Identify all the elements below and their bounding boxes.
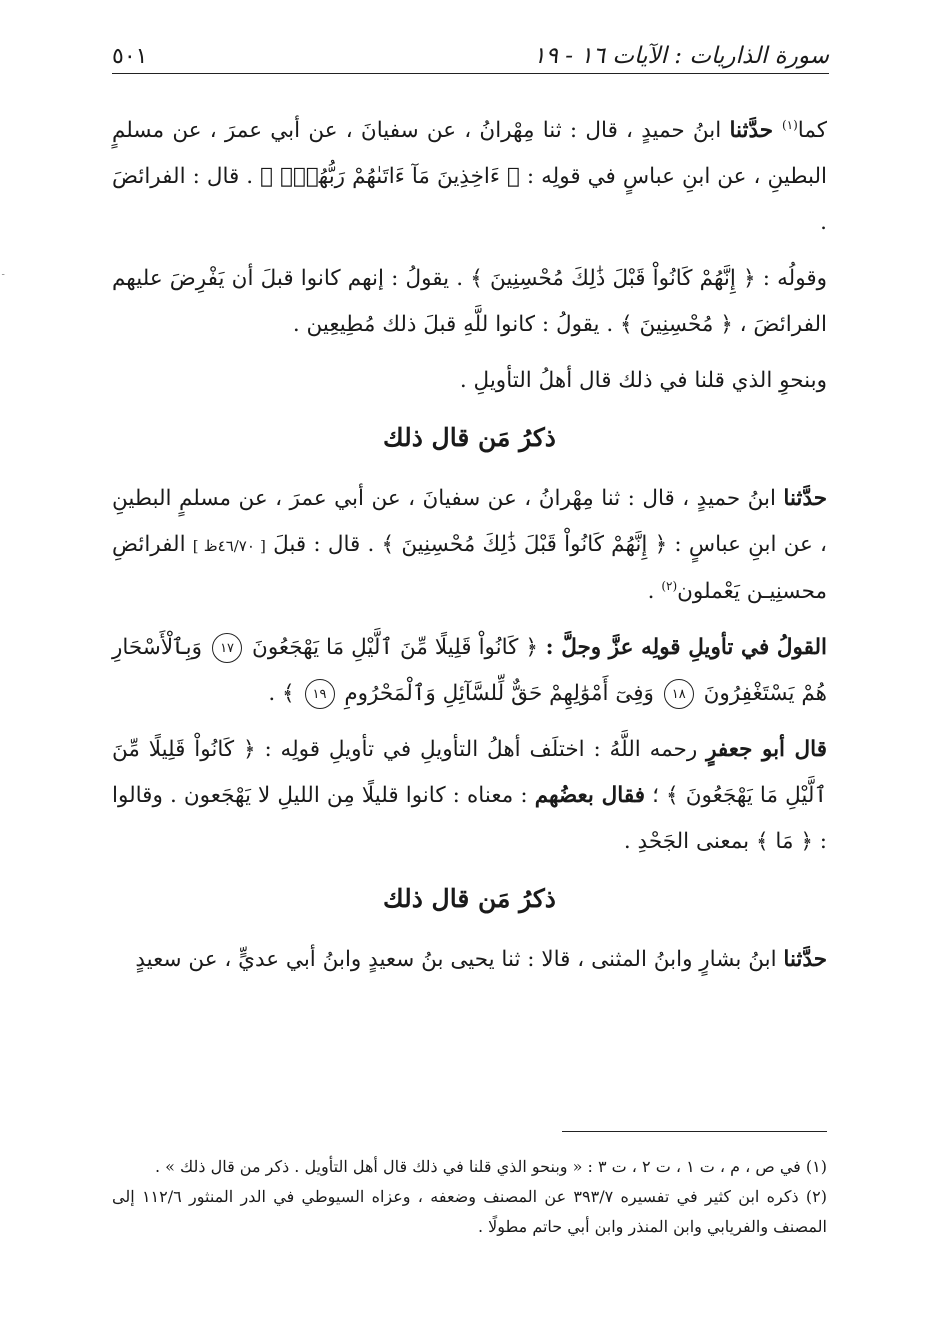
- text-run: . يقولُ : كانوا للَّهِ قبلَ ذلك مُطِيعِين .: [292, 312, 621, 337]
- section-continuation: [112, 937, 827, 983]
- text-run: وبنحوِ الذي قلنا في ذلك قال أهلُ التأويلِ .: [459, 368, 827, 393]
- quran-quote: ﴿ كَانُواْ قَلِيلًا مِّنَ ٱلَّيْلِ مَا يَهْجَعُونَ: [245, 635, 538, 660]
- quran-quote: ﴿ ءَاخِذِينَ مَآ ءَاتَىٰهُمْ رَبُّهُمْۚ ﴾: [260, 164, 520, 189]
- text-run: ؛: [645, 783, 667, 808]
- section-narrations: [112, 476, 827, 865]
- quran-quote: وَفِىٓ أَمْوَٰلِهِمْ حَقٌّ لِّلسَّآئِلِ وَٱلْمَحْرُومِ: [337, 681, 661, 706]
- text-run: . قال : قبلَ: [265, 532, 382, 557]
- text-run: ابنُ حميدٍ ، قال : ثنا مِهْرانُ ، عن سفيانَ ، عن أبي عمرَ ، عن مسلمٍ البطينِ ، عن ابنِ عباسٍ :: [112, 486, 827, 557]
- page-header: [112, 28, 829, 74]
- quran-quote: ﴿ كَانُواْ قَلِيلًا مِّنَ ٱلَّيْلِ مَا يَهْجَعُونَ ﴾: [112, 737, 827, 808]
- bold-phrase: حدَّثنا: [783, 947, 827, 972]
- section-heading: ذكرُ مَن قال ذلك: [383, 884, 556, 913]
- paragraph: [112, 108, 827, 246]
- quran-quote: ﴿ مَا ﴾: [755, 829, 813, 854]
- paragraph: [112, 625, 827, 717]
- verse-number: ١٩: [305, 679, 335, 709]
- bold-phrase: قال أبو جعفرٍ: [706, 737, 827, 762]
- paragraph: [112, 358, 827, 404]
- quran-quote: وَبِٱلْأَسْحَارِ هُمْ يَسْتَغْفِرُونَ: [112, 635, 827, 706]
- text-run: ابنُ حميدٍ ، قال : ثنا مِهْرانُ ، عن سفيانَ ، عن أبي عمرَ ، عن مسلمٍ البطينِ ، عن ابنِ عباسٍ في قولِه :: [112, 118, 827, 189]
- footnote-ref: (٢): [661, 578, 678, 593]
- paragraph: [112, 256, 827, 348]
- footnotes: [112, 1152, 827, 1242]
- bold-phrase: فقال بعضُهم: [534, 783, 645, 808]
- manuscript-marker: [ ٤٦/٧٠ظ ]: [192, 537, 266, 555]
- text-run: : معناه : كانوا قليلًا مِن الليلِ لا يَهْجَعون . وقالوا :: [112, 783, 827, 854]
- quran-quote: ﴾ .: [268, 681, 302, 706]
- verse-number: ١٨: [664, 679, 694, 709]
- section-intro: [112, 108, 827, 404]
- bold-phrase: حدَّثنا: [729, 118, 782, 143]
- verse-number: ١٧: [212, 633, 242, 663]
- text-run: وقولُه :: [755, 266, 828, 291]
- paragraph: [112, 476, 827, 615]
- footnote-divider: [562, 1131, 827, 1132]
- quran-quote: ﴿ مُحْسِنِينَ ﴾: [620, 312, 733, 337]
- text-run: بمعنى الجَحْدِ .: [623, 829, 756, 854]
- bold-phrase: القولُ في تأويلِ قولِه عزَّ وجلَّ :: [538, 635, 827, 660]
- footnote: (١) في ص ، م ، ت ١ ، ت ٢ ، ت ٣ : « وبنحو الذي قلنا في ذلك قال أهل التأويل . ذكر من قال ذلك » .: [154, 1157, 827, 1176]
- text-run: . يقولُ : إنهم كانوا قبلَ أن يَفْرِضَ عليهم الفرائضَ ،: [112, 266, 827, 337]
- margin-mark: ـ: [2, 268, 5, 277]
- text-run: رحمه اللَّهُ : اختلَف أهلُ التأويلِ في تأويلِ قولِه :: [255, 737, 707, 762]
- text-run: .: [647, 579, 662, 604]
- quran-quote: ﴿ إِنَّهُمْ كَانُواْ قَبْلَ ذَٰلِكَ مُحْسِنِينَ ﴾: [470, 266, 756, 291]
- quran-quote: ﴿ إِنَّهُمْ كَانُواْ قَبْلَ ذَٰلِكَ مُحْسِنِينَ ﴾: [381, 532, 668, 557]
- text-run: . قال : الفرائضَ .: [112, 164, 827, 235]
- surah-title: سورة الذاريات : الآيات ١٦ - ١٩: [533, 43, 829, 69]
- footnote: (٢) ذكره ابن كثير في تفسيره ٣٩٣/٧ عن المصنف وضعفه ، وعزاه السيوطي في الدر المنثور ١١٢/٦ إلى المصنف والفريابي وابن المنذر وابن أبي حاتم مطولًا .: [112, 1187, 828, 1236]
- section-heading: ذكرُ مَن قال ذلك: [383, 423, 556, 452]
- text-run: ابنُ بشارٍ وابنُ المثنى ، قالا : ثنا يحيى بنُ سعيدٍ وابنُ أبي عديٍّ ، عن سعيدٍ: [135, 947, 784, 972]
- text-run: الفرائضِ محسنِيـن يَعْملون: [112, 532, 827, 604]
- page-number: ٥٠١: [112, 44, 148, 69]
- footnote-ref: (١): [781, 117, 798, 132]
- paragraph: [112, 937, 827, 983]
- paragraph: [112, 727, 827, 865]
- text-run: كما: [797, 118, 827, 143]
- main-text: [112, 108, 827, 993]
- bold-phrase: حدَّثنا: [783, 486, 827, 511]
